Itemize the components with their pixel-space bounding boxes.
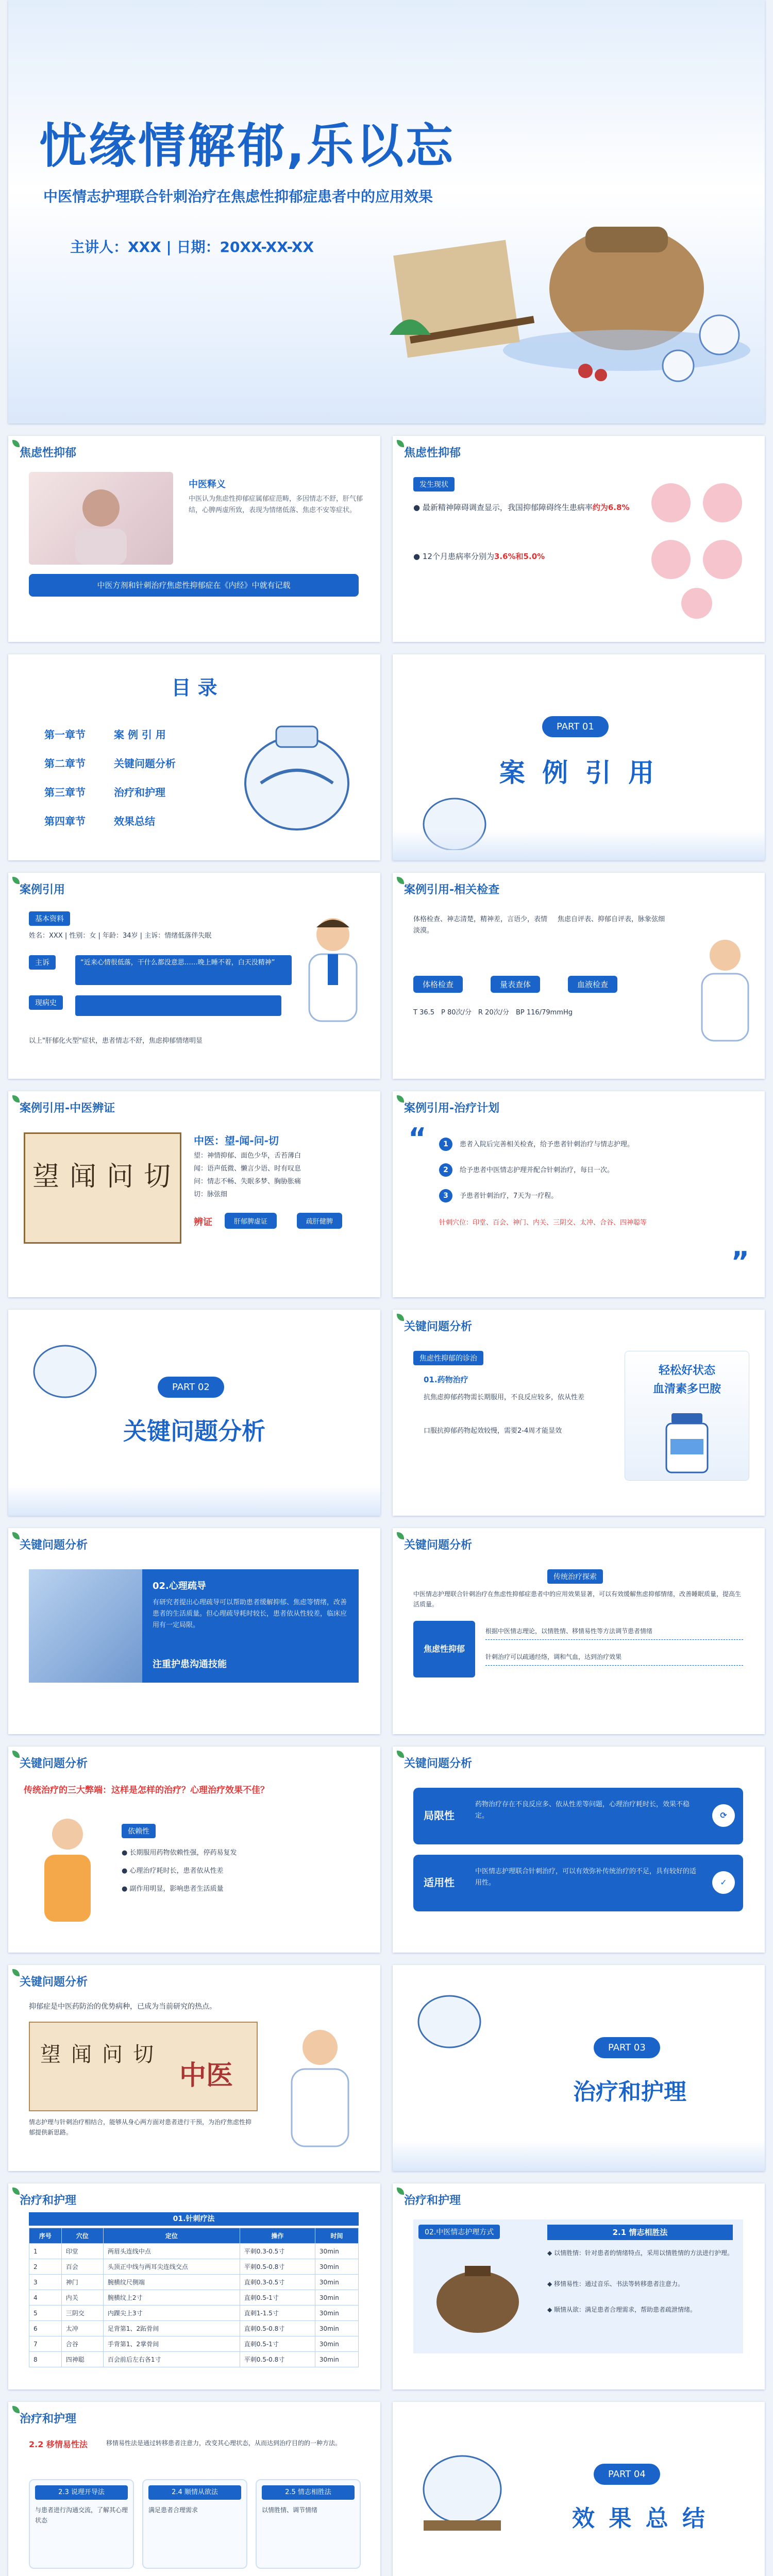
method-card-title: 2.3 说理开导法 — [35, 2485, 128, 2500]
drawback-point-1: ● 长期服用药物依赖性强，停药易复发 — [122, 1849, 237, 1857]
table-cell: 三阴交 — [61, 2306, 103, 2321]
status-bullet-1-text: 最新精神障碍调查显示，我国抑郁障碍终生患病率 — [422, 503, 593, 512]
acupuncture-table — [29, 2228, 359, 2367]
exam-left-text: 体格检查、神志清楚，精神差，言语少，表情淡漠。 — [413, 916, 548, 935]
table-cell: 合谷 — [61, 2336, 103, 2352]
table-header: 穴位 — [61, 2228, 103, 2244]
table-row — [29, 2321, 359, 2336]
slide-case-exam — [393, 873, 765, 1079]
leaf-icon — [12, 440, 20, 447]
table-cell: 神门 — [61, 2275, 103, 2290]
slide-limits — [393, 1747, 765, 1953]
table-cell: 直刺0.5-1寸 — [240, 2336, 315, 2352]
status-tag: 发生现状 — [413, 477, 455, 492]
emotion-item-2-text: 移情易性：通过音乐、书法等转移患者注意力。 — [554, 2280, 684, 2287]
leaf-icon — [12, 1751, 20, 1758]
emotion-item-3-text: 顺情从欲：满足患者合理需求，帮助患者疏泄情绪。 — [554, 2306, 697, 2313]
table-row — [29, 2352, 359, 2367]
table-cell: 百会 — [61, 2259, 103, 2275]
slide-part-02 — [8, 1310, 380, 1516]
table-cell: 8 — [29, 2352, 62, 2367]
check-icon: ✓ — [712, 1871, 735, 1894]
exam-button-blood[interactable]: 血液检查 — [568, 976, 617, 993]
method-card-title: 2.5 情志相胜法 — [262, 2485, 355, 2500]
table-cell: 1 — [29, 2244, 62, 2259]
slide-psych — [8, 1528, 380, 1734]
table-header: 时间 — [315, 2228, 358, 2244]
slide-wave — [8, 1485, 380, 1516]
slide-part-03 — [393, 1965, 765, 2171]
slide-background — [8, 436, 380, 642]
table-cell: 内关 — [61, 2290, 103, 2306]
product-name-2: 血清素多巴胺 — [652, 1383, 721, 1396]
toc-chapter-2[interactable]: 第二章节 — [44, 757, 86, 770]
slide-header: 案例引用 — [20, 884, 65, 896]
slide-header: 治疗和护理 — [404, 2194, 461, 2207]
exam-right-text: 焦虑自评表、抑郁自评表，脉象弦细 — [558, 916, 665, 923]
slide-header: 关键问题分析 — [20, 1757, 88, 1770]
doctor-illustration — [297, 909, 369, 1027]
part-badge: PART 01 — [542, 716, 609, 737]
treatment-button[interactable]: 疏肝健脾 — [297, 1213, 342, 1229]
emotion-item-1-text: 以情胜情：针对患者的情绪特点，采用以情胜情的方法进行护理。 — [554, 2249, 734, 2257]
board-char-3: 问 — [102, 2043, 123, 2066]
herbal-illustration — [297, 165, 761, 412]
applicability-title: 适用性 — [424, 1876, 455, 1889]
traditional-box: 焦虑性抑郁 — [413, 1621, 475, 1677]
status-bullet-2: ● 12个月患病率分别为3.6%和5.0% — [413, 552, 545, 561]
supplement-product — [625, 1351, 749, 1481]
table-body — [29, 2244, 359, 2367]
patient-photo — [29, 472, 173, 565]
slide-wave — [393, 829, 765, 860]
leaf-icon — [12, 1969, 20, 1976]
counseling-photo — [29, 1569, 142, 1683]
table-cell: 5 — [29, 2306, 62, 2321]
slide-toc — [8, 654, 380, 860]
part-title: 治疗和护理 — [573, 2079, 686, 2105]
calligraphy-board — [24, 1132, 181, 1244]
plan-line-2: 给予患者中医情志护理并配合针刺治疗，每日一次。 — [460, 1166, 614, 1174]
porcelain-vase-illustration — [230, 706, 364, 840]
status-bullet-1-highlight: 约为6.8% — [592, 503, 630, 512]
table-cell: 直刺0.5-1寸 — [240, 2290, 315, 2306]
emotion-item-2: ◆ 移情易性：通过音乐、书法等转移患者注意力。 — [547, 2280, 684, 2287]
plan-line-3: 予患者针刺治疗，7天为一疗程。 — [460, 1192, 558, 1200]
psych-panel — [142, 1569, 359, 1683]
table-cell: 30min — [315, 2259, 358, 2275]
table-cell: 30min — [315, 2290, 358, 2306]
cover-title: 忧缘情解郁,乐以忘 — [39, 118, 455, 174]
calligraphy-char-1: 望 — [32, 1161, 60, 1192]
table-cell: 平刺0.5-0.8寸 — [240, 2259, 315, 2275]
slide-header: 焦虑性抑郁 — [20, 447, 77, 460]
slide-header: 关键问题分析 — [404, 1539, 473, 1552]
porcelain-vase-illustration — [413, 2433, 511, 2536]
toc-label-4[interactable]: 效果总结 — [114, 815, 155, 827]
traditional-line-1: 根据中医情志理论，以情胜情、移情易性等方法调节患者情绪 — [485, 1626, 743, 1640]
method-card-text: 与患者进行沟通交流，了解其心理状态 — [35, 2506, 128, 2524]
table-header: 操作 — [240, 2228, 315, 2244]
drug-bullet-2: 口服抗抑郁药物起效较慢，需要2-4周才能显效 — [424, 1427, 562, 1435]
table-cell: 直刺1-1.5寸 — [240, 2306, 315, 2321]
table-cell: 30min — [315, 2352, 358, 2367]
table-cell: 平刺0.5-0.8寸 — [240, 2352, 315, 2367]
complaint-quote: “近来心情很低落，干什么都没意思……晚上睡不着，白天没精神” — [75, 955, 292, 985]
toc-label-1[interactable]: 案 例 引 用 — [114, 728, 166, 741]
emotion-right-title: 2.1 情志相胜法 — [547, 2225, 733, 2240]
syndrome-label: 辨证 — [194, 1217, 212, 1228]
table-cell: 腕横纹上2寸 — [103, 2290, 240, 2306]
table-row — [29, 2275, 359, 2290]
leaf-icon — [397, 877, 404, 884]
leaf-icon — [397, 1314, 404, 1321]
table-cell: 百会前后左右各1寸 — [103, 2352, 240, 2367]
traditional-tag: 传统治疗探索 — [547, 1569, 603, 1584]
history-tag: 现病史 — [29, 995, 63, 1010]
table-cell: 足背第1、2跖骨间 — [103, 2321, 240, 2336]
limits-text: 药物治疗存在不良反应多、依从性差等问题，心理治疗耗时长，效果不稳定。 — [475, 1801, 690, 1820]
slide-status — [393, 436, 765, 642]
drawback-point-2: ● 心理治疗耗时长，患者依从性差 — [122, 1867, 224, 1875]
emotion-item-3: ◆ 顺情从欲：满足患者合理需求，帮助患者疏泄情绪。 — [547, 2306, 697, 2313]
basics-tag: 基本资料 — [29, 911, 70, 926]
table-row — [29, 2259, 359, 2275]
table-header: 序号 — [29, 2228, 62, 2244]
table-cell: 平刺0.3-0.5寸 — [240, 2244, 315, 2259]
open-quote-icon: “ — [408, 1122, 427, 1155]
table-row — [29, 2336, 359, 2352]
step-badge-3: 3 — [439, 1189, 452, 1202]
table-cell: 4 — [29, 2290, 62, 2306]
porcelain-vase-illustration — [24, 1330, 106, 1402]
table-cell: 四神聪 — [61, 2352, 103, 2367]
drawback-point-1-text: 长期服用药物依赖性强，停药易复发 — [129, 1849, 237, 1857]
research-board — [29, 2022, 258, 2111]
leaf-icon — [12, 877, 20, 884]
table-cell: 30min — [315, 2306, 358, 2321]
table-cell: 直刺0.3-0.5寸 — [240, 2275, 315, 2290]
slide-wave — [393, 2140, 765, 2171]
toc-chapter-1[interactable]: 第一章节 — [44, 728, 86, 741]
highlight-banner: 中医方剂和针刺治疗焦虑性抑郁症在《内经》中就有记载 — [29, 574, 359, 597]
drawbacks-question: 传统治疗的三大弊端：这样是怎样的治疗？心理治疗效果不佳？ — [24, 1785, 269, 1795]
limits-card — [413, 1788, 743, 1844]
plan-acupoints: 针刺穴位：印堂、百会、神门、内关、三阴交、太冲、合谷、四神聪等 — [439, 1219, 647, 1227]
cover-wave — [8, 393, 765, 423]
table-cell: 3 — [29, 2275, 62, 2290]
slide-drug-therapy — [393, 1310, 765, 1516]
doctor-illustration — [276, 2022, 364, 2150]
exam-button-scale[interactable]: 量表查体 — [491, 976, 540, 993]
applicability-card — [413, 1855, 743, 1911]
method-card-text: 以情胜情、调节情绪 — [262, 2506, 318, 2514]
syndrome-button[interactable]: 肝郁脾虚证 — [225, 1213, 277, 1229]
leaf-icon — [397, 1095, 404, 1103]
diagnosis-tag: 焦虑性抑郁的诊治 — [413, 1351, 483, 1365]
slide-drawbacks — [8, 1747, 380, 1953]
traditional-paragraph: 中医情志护理联合针刺治疗在焦虑性抑郁症患者中的应用效果显著，可以有效缓解焦虑抑郁情绪，改善睡眠质量，提高生活质量。 — [413, 1590, 742, 1608]
method-card-3 — [256, 2479, 361, 2569]
dependency-tag: 依赖性 — [122, 1824, 156, 1838]
table-cell: 两眉头连线中点 — [103, 2244, 240, 2259]
part-badge: PART 03 — [594, 2037, 660, 2058]
method-card-text: 满足患者合理需求 — [148, 2506, 198, 2514]
leaf-icon — [12, 1095, 20, 1103]
slide-header: 焦虑性抑郁 — [404, 447, 461, 460]
cover-subtitle: 中医情志护理联合针刺治疗在焦虑性抑郁症患者中的应用效果 — [43, 188, 433, 205]
table-cell: 头顶正中线与两耳尖连线交点 — [103, 2259, 240, 2275]
slide-header: 案例引用-治疗计划 — [404, 1102, 500, 1115]
toc-chapter-3[interactable]: 第三章节 — [44, 786, 86, 799]
drug-subtitle: 01.药物治疗 — [424, 1375, 468, 1384]
part-badge: PART 02 — [158, 1377, 224, 1398]
drawback-point-3: ● 副作用明显，影响患者生活质量 — [122, 1885, 224, 1893]
complaint-tag: 主诉 — [29, 955, 56, 970]
diversion-title: 2.2 移情易性法 — [29, 2439, 88, 2449]
psych-subtitle: 02.心理疏导 — [153, 1581, 206, 1591]
part-badge: PART 04 — [594, 2464, 660, 2485]
table-row — [29, 2290, 359, 2306]
tcm-title: 中医：望-闻-问-切 — [194, 1134, 279, 1147]
slide-header: 关键问题分析 — [20, 1976, 88, 1989]
toc-chapter-4[interactable]: 第四章节 — [44, 815, 86, 827]
tcm-point-1: 望：神情抑郁、面色少华，舌苔薄白 — [194, 1152, 301, 1160]
diversion-paragraph: 移情易性法是通过转移患者注意力，改变其心理状态，从而达到治疗目的的一种方法。 — [106, 2439, 342, 2447]
slide-header: 关键问题分析 — [404, 1757, 473, 1770]
part-title: 效 果 总 结 — [572, 2505, 708, 2532]
leaf-icon — [12, 2188, 20, 2195]
table-cell: 腕横纹尺侧端 — [103, 2275, 240, 2290]
table-cell: 7 — [29, 2336, 62, 2352]
leaf-icon — [397, 1532, 404, 1539]
leaf-icon — [12, 2406, 20, 2413]
drawback-point-3-text: 副作用明显，影响患者生活质量 — [129, 1885, 224, 1893]
part-title: 关键问题分析 — [123, 1417, 265, 1445]
calligraphy-char-4: 切 — [144, 1161, 171, 1192]
table-cell: 2 — [29, 2259, 62, 2275]
method-card-2 — [142, 2479, 247, 2569]
table-cell: 印堂 — [61, 2244, 103, 2259]
method-card-title: 2.4 顺情从欲法 — [148, 2485, 241, 2500]
slide-diversion — [8, 2402, 380, 2576]
slide-header: 关键问题分析 — [404, 1320, 473, 1333]
board-big-text: 中医 — [179, 2060, 233, 2091]
board-char-2: 闻 — [71, 2043, 92, 2066]
slide-traditional — [393, 1528, 765, 1734]
step-badge-2: 2 — [439, 1163, 452, 1177]
tcm-point-2: 闻：语声低微、懒言少语、时有叹息 — [194, 1165, 301, 1173]
drawback-point-2-text: 心理治疗耗时长，患者依从性差 — [129, 1867, 224, 1875]
leaf-icon — [12, 1532, 20, 1539]
table-cell: 直刺0.5-0.8寸 — [240, 2321, 315, 2336]
table-row — [29, 2306, 359, 2321]
part-title: 案 例 引 用 — [499, 758, 659, 788]
sync-icon: ⟳ — [712, 1804, 735, 1827]
slide-acupuncture-table — [8, 2183, 380, 2389]
limits-title: 局限性 — [424, 1809, 455, 1822]
slide-emotion-care — [393, 2183, 765, 2389]
slide-header: 治疗和护理 — [20, 2413, 77, 2426]
cover-slide — [8, 0, 765, 423]
table-cell: 内踝尖上3寸 — [103, 2306, 240, 2321]
step-badge-1: 1 — [439, 1138, 452, 1151]
history-box — [75, 995, 281, 1016]
slide-research — [8, 1965, 380, 2171]
basics-info: 姓名：XXX | 性别：女 | 年龄：34岁 | 主诉：情绪低落伴失眠 — [29, 932, 212, 940]
vital-signs: T 36.5 P 80次/分 R 20次/分 BP 116/79mmHg — [413, 1009, 573, 1016]
research-paragraph: 抑郁症是中医药防治的优势病种，已成为当前研究的热点。 — [29, 2003, 216, 2011]
psych-paragraph: 有研究者提出心理疏导可以帮助患者缓解抑郁、焦虑等情绪，改善患者的生活质量。但心理疏导耗时较长，患者依从性较差，临床应用有一定局限。 — [153, 1599, 347, 1629]
slide-header: 治疗和护理 — [20, 2194, 77, 2207]
section-tag: 中医释义 — [189, 479, 226, 490]
toc-label-3[interactable]: 治疗和护理 — [114, 786, 165, 799]
teapot-illustration — [424, 2245, 532, 2343]
slide-case-basics — [8, 873, 380, 1079]
traditional-line-2: 针刺治疗可以疏通经络，调和气血，达到治疗效果 — [485, 1652, 743, 1666]
calligraphy-char-2: 闻 — [70, 1161, 97, 1192]
emotion-tag: 02.中医情志护理方式 — [418, 2225, 500, 2239]
status-bullet-2-highlight: 3.6%和5.0% — [494, 552, 545, 561]
leaf-icon — [397, 1751, 404, 1758]
toc-label-2[interactable]: 关键问题分析 — [114, 757, 176, 770]
tcm-point-4: 切：脉弦细 — [194, 1191, 228, 1198]
bottle-icon — [661, 1408, 713, 1475]
slide-part-04 — [393, 2402, 765, 2576]
table-cell: 6 — [29, 2321, 62, 2336]
calligraphy-char-3: 问 — [107, 1161, 134, 1192]
leaf-icon — [397, 440, 404, 447]
table-row — [29, 2244, 359, 2259]
tcm-point-3: 问：情志不畅、失眠多梦、胸胁胀痛 — [194, 1178, 301, 1185]
status-bullet-2-text: 12个月患病率分别为 — [422, 552, 494, 561]
cover-presenter: 主讲人：XXX | 日期：20XX-XX-XX — [70, 239, 314, 256]
slide-case-plan — [393, 1091, 765, 1297]
exam-button-physical[interactable]: 体格检查 — [413, 976, 463, 993]
research-note: 情志护理与针刺治疗相结合，能够从身心两方面对患者进行干预，为治疗焦虑性抑郁提供新思路。 — [29, 2119, 252, 2136]
slide-part-01 — [393, 654, 765, 860]
nurse-illustration — [692, 929, 759, 1048]
applicability-text: 中医情志护理联合针刺治疗，可以有效弥补传统治疗的不足，具有较好的适用性。 — [475, 1868, 697, 1887]
close-quote-icon: ” — [731, 1246, 749, 1278]
board-char-1: 望 — [40, 2043, 61, 2066]
figure-illustration — [29, 1814, 106, 1927]
slide-case-tcm — [8, 1091, 380, 1297]
anatomy-illustration — [640, 472, 753, 626]
product-name-1: 轻松好状态 — [658, 1364, 715, 1377]
slide-header: 案例引用-中医辨证 — [20, 1102, 115, 1115]
table-title: 01.针刺疗法 — [29, 2212, 359, 2226]
status-bullet-1: ● 最新精神障碍调查显示，我国抑郁障碍终生患病率约为6.8% — [413, 503, 630, 512]
slide-header: 关键问题分析 — [20, 1539, 88, 1552]
plan-line-1: 患者入院后完善相关检查，给予患者针刺治疗与情志护理。 — [460, 1141, 634, 1148]
table-cell: 30min — [315, 2275, 358, 2290]
basics-footnote: 以上"肝郁化火型"症状，患者情志不舒，焦虑抑郁情绪明显 — [29, 1037, 203, 1045]
slide-header: 案例引用-相关检查 — [404, 884, 500, 896]
table-header: 定位 — [103, 2228, 240, 2244]
psych-highlight: 注重护患沟通技能 — [153, 1659, 227, 1670]
table-cell: 30min — [315, 2244, 358, 2259]
table-cell: 手背第1、2掌骨间 — [103, 2336, 240, 2352]
table-cell: 30min — [315, 2336, 358, 2352]
porcelain-vase-illustration — [408, 1980, 491, 2053]
method-card-1 — [29, 2479, 134, 2569]
section-paragraph: 中医认为焦虑性抑郁症属郁症范畴，多因情志不舒，肝气郁结，心脾两虚所致，表现为情绪低落、焦虑不安等症状。 — [189, 495, 363, 514]
table-cell: 30min — [315, 2321, 358, 2336]
board-char-4: 切 — [133, 2043, 154, 2066]
toc-title: 目 录 — [171, 676, 217, 699]
drug-bullet-1: 抗焦虑抑郁药物需长期服用，不良反应较多，依从性差 — [424, 1394, 585, 1401]
leaf-icon — [397, 2188, 404, 2195]
emotion-item-1: ◆ 以情胜情：针对患者的情绪特点，采用以情胜情的方法进行护理。 — [547, 2249, 734, 2257]
table-cell: 太冲 — [61, 2321, 103, 2336]
